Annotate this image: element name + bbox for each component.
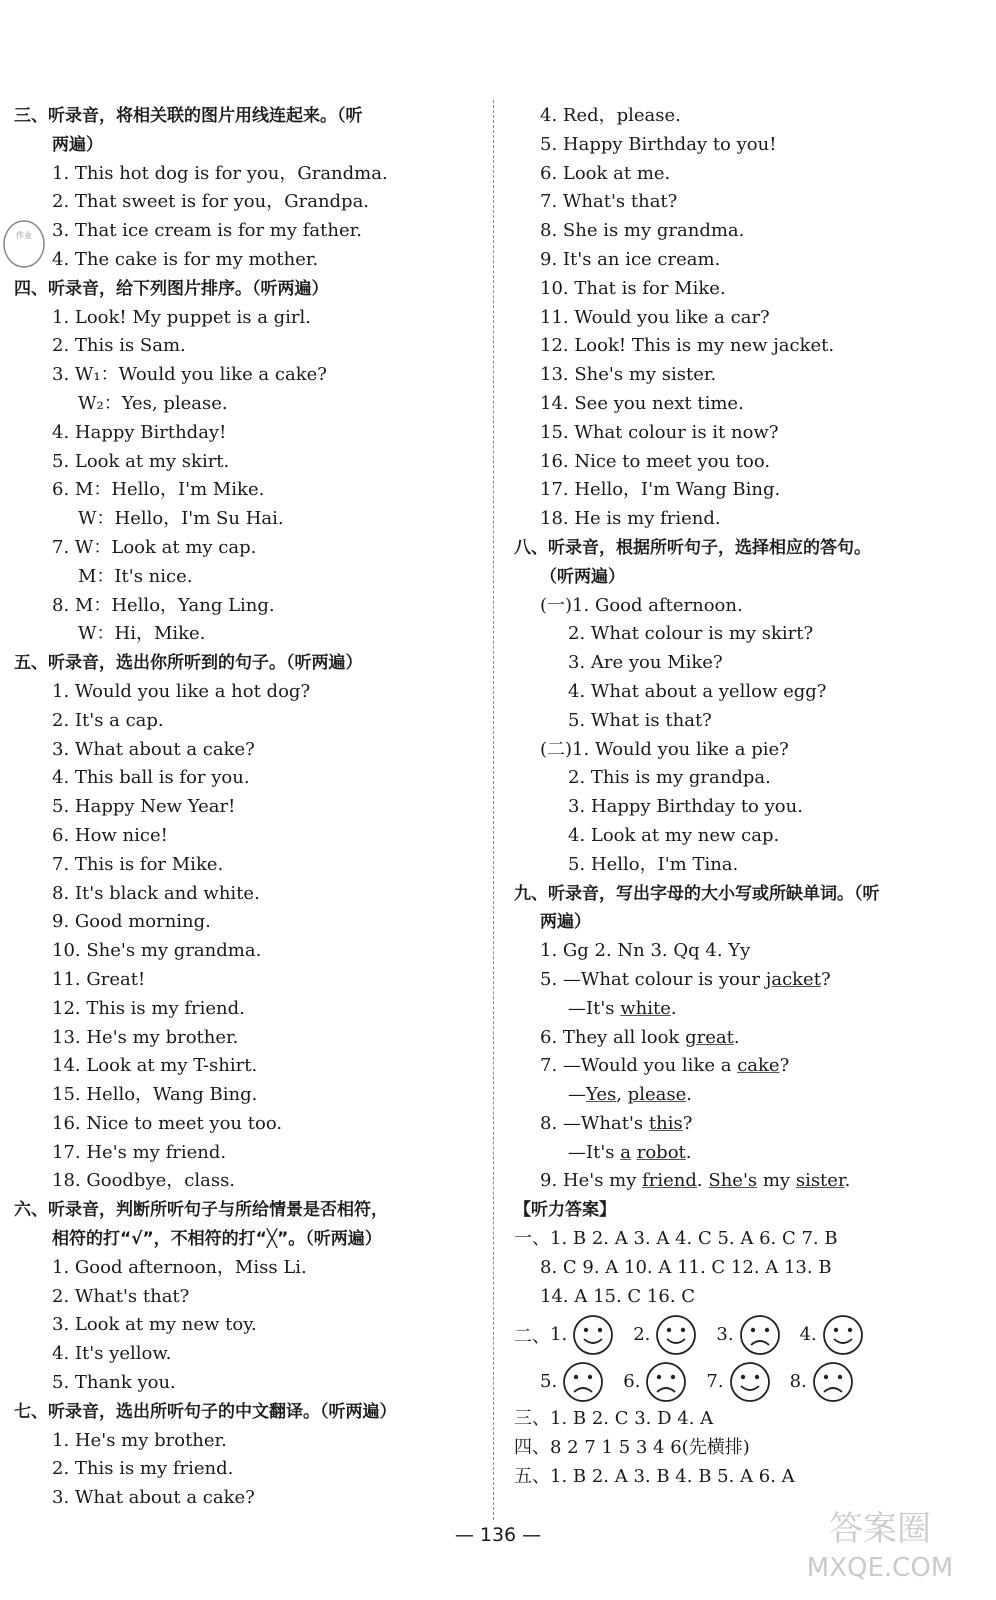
list-item: 2. This is Sam. bbox=[52, 335, 186, 357]
section-6-heading-cont: 相符的打“√”，不相符的打“╳”。（听两遍） bbox=[52, 1229, 382, 1250]
fill-item: 6. They all look great. bbox=[540, 1026, 740, 1048]
answers-part-5: 五、1. B 2. A 3. B 4. B 5. A 6. A bbox=[514, 1466, 795, 1488]
column-divider bbox=[493, 100, 494, 1520]
list-item: 2. This is my grandpa. bbox=[568, 767, 771, 789]
fill-item: 9. He's my friend. She's my sister. bbox=[540, 1170, 851, 1192]
list-item: 18. He is my friend. bbox=[540, 508, 721, 530]
list-item: 5. Thank you. bbox=[52, 1372, 176, 1394]
section-3-heading: 三、听录音，将相关联的图片用线连起来。（听 bbox=[14, 106, 363, 126]
list-item: 11. Would you like a car? bbox=[540, 306, 770, 328]
list-item: 4. Happy Birthday! bbox=[52, 421, 227, 443]
list-item: W：Hello，I'm Su Hai. bbox=[78, 508, 284, 530]
list-item: 5. What is that? bbox=[568, 709, 712, 731]
smiley-face-icon bbox=[728, 1360, 772, 1404]
watermark-logo bbox=[780, 1500, 980, 1590]
face-answer: 3. bbox=[716, 1313, 781, 1357]
list-item: 3. What about a cake? bbox=[52, 738, 255, 760]
list-item: 13. He's my brother. bbox=[52, 1026, 239, 1048]
fill-item: —It's a robot. bbox=[568, 1141, 692, 1163]
face-answer: 4. bbox=[800, 1313, 865, 1357]
list-item: 18. Goodbye，class. bbox=[52, 1170, 236, 1192]
list-item: W：Hi，Mike. bbox=[78, 623, 206, 645]
list-item: 5. Happy Birthday to you! bbox=[540, 133, 777, 155]
section-3-heading-cont: 两遍） bbox=[52, 134, 103, 155]
section-8-heading: 八、听录音，根据所听句子，选择相应的答句。 bbox=[514, 537, 871, 558]
section-4-heading: 四、听录音，给下列图片排序。（听两遍） bbox=[14, 278, 329, 299]
face-answer: 7. bbox=[706, 1360, 771, 1404]
face-answer: 5. bbox=[540, 1360, 605, 1404]
list-item: 8. She is my grandma. bbox=[540, 220, 745, 242]
list-item: 4. What about a yellow egg? bbox=[568, 680, 827, 702]
face-answer: 2. bbox=[633, 1313, 698, 1357]
list-item: 6. Look at me. bbox=[540, 162, 671, 184]
list-item: 17. He's my friend. bbox=[52, 1141, 227, 1163]
list-item: 12. This is my friend. bbox=[52, 997, 245, 1019]
list-item: 6. How nice! bbox=[52, 824, 168, 846]
sad-face-icon bbox=[738, 1313, 782, 1357]
answers-part-2-row-2 bbox=[514, 1358, 986, 1405]
answers-part-1-cont: 8. C 9. A 10. A 11. C 12. A 13. B bbox=[540, 1256, 832, 1278]
section-7-heading: 七、听录音，选出所听句子的中文翻译。（听两遍） bbox=[14, 1401, 397, 1422]
page-number: — 136 — bbox=[454, 1524, 542, 1546]
list-item: 13. She's my sister. bbox=[540, 364, 717, 386]
section-9-heading: 九、听录音，写出字母的大小写或所缺单词。（听 bbox=[514, 883, 880, 904]
section-9-heading-cont: 两遍） bbox=[540, 912, 591, 933]
list-item: 4. The cake is for my mother. bbox=[52, 248, 319, 270]
list-item: 7. W：Look at my cap. bbox=[52, 536, 257, 558]
fill-item: 8. —What's this? bbox=[540, 1112, 693, 1134]
answers-part-2-label: 二、 bbox=[514, 1325, 550, 1347]
list-item: 16. Nice to meet you too. bbox=[52, 1112, 283, 1134]
list-item: 3. W₁：Would you like a cake? bbox=[52, 364, 327, 386]
list-item: 2. This is my friend. bbox=[52, 1458, 234, 1480]
list-item: (二)1. Would you like a pie? bbox=[540, 738, 789, 760]
answers-part-3: 三、1. B 2. C 3. D 4. A bbox=[514, 1408, 714, 1430]
list-item: 1. Would you like a hot dog? bbox=[52, 680, 311, 702]
smiley-face-icon bbox=[571, 1313, 615, 1357]
list-item: 6. M：Hello，I'm Mike. bbox=[52, 479, 265, 501]
fill-item: 5. —What colour is your jacket? bbox=[540, 968, 831, 990]
svg-text:MXQE.COM: MXQE.COM bbox=[806, 1553, 954, 1583]
fill-item: —Yes, please. bbox=[568, 1084, 692, 1106]
list-item: 14. See you next time. bbox=[540, 392, 744, 414]
list-item: 8. M：Hello，Yang Ling. bbox=[52, 594, 275, 616]
answers-part-2-row-1 bbox=[514, 1311, 986, 1358]
list-item: 2. What's that? bbox=[52, 1285, 190, 1307]
list-item: 14. Look at my T-shirt. bbox=[52, 1055, 258, 1077]
list-item: 5. Hello，I'm Tina. bbox=[568, 853, 739, 875]
list-item: 10. That is for Mike. bbox=[540, 277, 726, 299]
right-column bbox=[514, 102, 986, 1492]
list-item: 4. Red，please. bbox=[540, 105, 681, 126]
section-5-heading: 五、听录音，选出你所听到的句子。（听两遍） bbox=[14, 653, 363, 674]
answers-heading: 【听力答案】 bbox=[514, 1200, 616, 1221]
svg-text:答案圈: 答案圈 bbox=[829, 1509, 931, 1549]
fill-item: —It's white. bbox=[568, 997, 677, 1019]
list-item: 4. Look at my new cap. bbox=[568, 824, 780, 846]
list-item: 1. Good afternoon，Miss Li. bbox=[52, 1256, 307, 1278]
list-item: 17. Hello，I'm Wang Bing. bbox=[540, 479, 781, 501]
fill-item: 7. —Would you like a cake? bbox=[540, 1055, 790, 1077]
sad-face-icon bbox=[811, 1360, 855, 1404]
list-item: 2. That sweet is for you，Grandpa. bbox=[52, 191, 370, 213]
list-item: 3. Are you Mike? bbox=[568, 652, 723, 674]
list-item: 5. Happy New Year! bbox=[52, 796, 236, 818]
letters-answer: 1. Gg 2. Nn 3. Qq 4. Yy bbox=[540, 940, 751, 962]
list-item: 4. It's yellow. bbox=[52, 1343, 172, 1365]
list-item: 2. It's a cap. bbox=[52, 709, 164, 731]
face-answer: 6. bbox=[623, 1360, 688, 1404]
smiley-face-icon bbox=[821, 1313, 865, 1357]
list-item: 3. That ice cream is for my father. bbox=[52, 220, 362, 242]
left-column bbox=[14, 102, 484, 1513]
list-item: 3. What about a cake? bbox=[52, 1487, 255, 1509]
list-item: 3. Look at my new toy. bbox=[52, 1314, 257, 1336]
list-item: 8. It's black and white. bbox=[52, 882, 260, 904]
list-item: M：It's nice. bbox=[78, 565, 193, 587]
list-item: 12. Look! This is my new jacket. bbox=[540, 335, 835, 357]
face-answer: 8. bbox=[790, 1360, 855, 1404]
list-item: 9. Good morning. bbox=[52, 911, 211, 933]
list-item: 10. She's my grandma. bbox=[52, 940, 262, 962]
sad-face-icon bbox=[561, 1360, 605, 1404]
answers-part-1: 一、1. B 2. A 3. A 4. C 5. A 6. C 7. B bbox=[514, 1228, 838, 1250]
answers-part-1-cont: 14. A 15. C 16. C bbox=[540, 1285, 696, 1307]
list-item: 1. He's my brother. bbox=[52, 1429, 227, 1451]
section-6-heading: 六、听录音，判断所听句子与所给情景是否相符， bbox=[14, 1200, 388, 1221]
list-item: 15. What colour is it now? bbox=[540, 421, 779, 443]
svg-text:作业: 作业 bbox=[16, 231, 32, 240]
list-item: 1. Look! My puppet is a girl. bbox=[52, 306, 312, 328]
answers-part-4: 四、8 2 7 1 5 3 4 6(先横排) bbox=[514, 1437, 750, 1459]
smiley-face-icon bbox=[654, 1313, 698, 1357]
list-item: 7. What's that? bbox=[540, 191, 678, 213]
list-item: 4. This ball is for you. bbox=[52, 767, 250, 789]
list-item: 15. Hello，Wang Bing. bbox=[52, 1084, 258, 1106]
list-item: 5. Look at my skirt. bbox=[52, 450, 230, 472]
list-item: 16. Nice to meet you too. bbox=[540, 450, 771, 472]
list-item: 1. This hot dog is for you，Grandma. bbox=[52, 162, 388, 184]
list-item: W₂：Yes, please. bbox=[78, 392, 228, 414]
face-answer: 1. bbox=[550, 1313, 615, 1357]
list-item: 2. What colour is my skirt? bbox=[568, 623, 814, 645]
sad-face-icon bbox=[644, 1360, 688, 1404]
list-item: 7. This is for Mike. bbox=[52, 853, 224, 875]
list-item: 11. Great! bbox=[52, 968, 146, 990]
list-item: 9. It's an ice cream. bbox=[540, 248, 721, 270]
list-item: 3. Happy Birthday to you. bbox=[568, 796, 803, 818]
section-8-heading-cont: （听两遍） bbox=[540, 566, 625, 587]
list-item: (一)1. Good afternoon. bbox=[540, 594, 743, 616]
